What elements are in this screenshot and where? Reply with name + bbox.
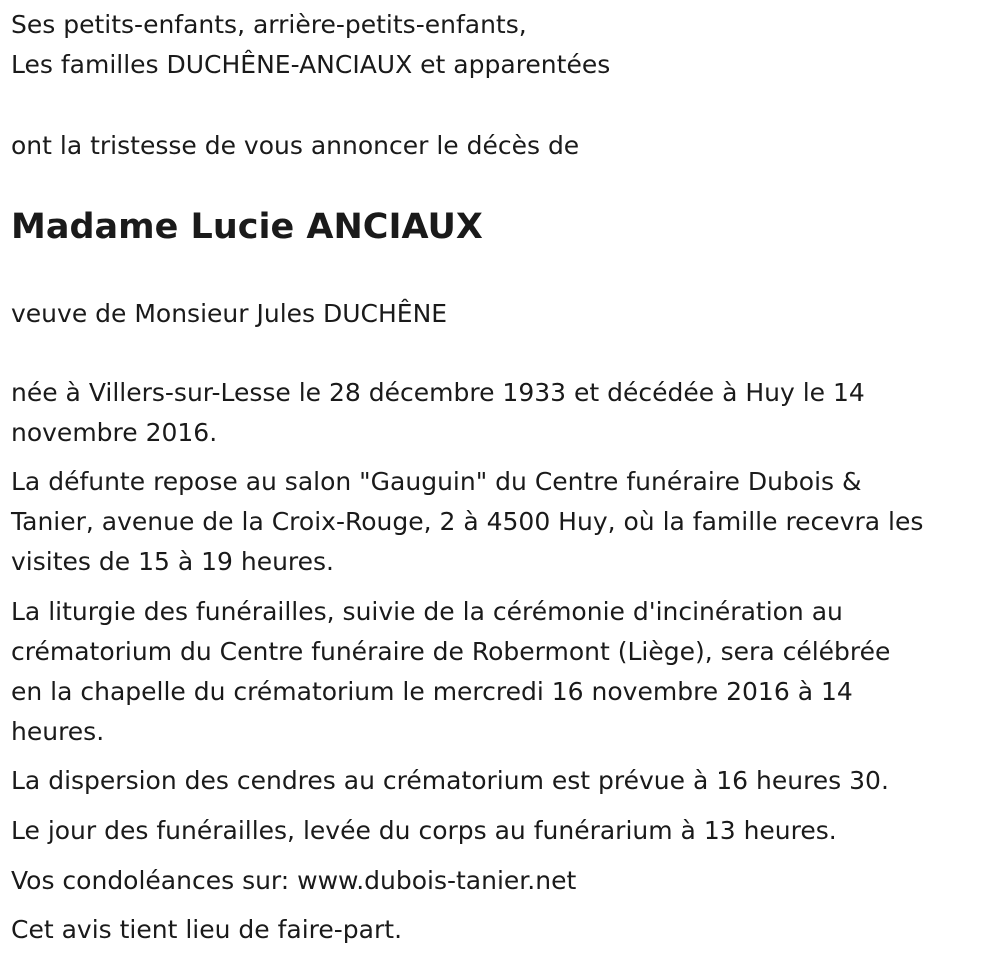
notice-text: Cet avis tient lieu de faire-part.	[11, 915, 403, 944]
liturgy-line-4: heures.	[11, 717, 105, 746]
family-line-1: Ses petits-enfants, arrière-petits-enfants,	[11, 10, 527, 39]
announcement-text: ont la tristesse de vous annoncer le décès de	[11, 131, 580, 160]
deceased-name: Madame Lucie ANCIAUX	[11, 207, 483, 247]
family-line-2: Les familles DUCHÊNE-ANCIAUX et apparentées	[11, 50, 611, 79]
birth-death-line-2: novembre 2016.	[11, 418, 218, 447]
condolences-text: Vos condoléances sur: www.dubois-tanier.net	[11, 866, 577, 895]
liturgy-paragraph	[11, 592, 890, 752]
repose-line-3: visites de 15 à 19 heures.	[11, 547, 334, 576]
family-block	[11, 5, 610, 85]
birth-death-paragraph	[11, 373, 865, 453]
liturgy-line-1: La liturgie des funérailles, suivie de la cérémonie d'incinération au	[11, 597, 843, 626]
liturgy-line-3: en la chapelle du crématorium le mercredi 16 novembre 2016 à 14	[11, 677, 853, 706]
birth-death-line-1: née à Villers-sur-Lesse le 28 décembre 1933 et décédée à Huy le 14	[11, 378, 865, 407]
repose-line-2: Tanier, avenue de la Croix-Rouge, 2 à 4500 Huy, où la famille recevra les	[11, 507, 924, 536]
liturgy-line-2: crématorium du Centre funéraire de Robermont (Liège), sera célébrée	[11, 637, 891, 666]
dispersion-text: La dispersion des cendres au crématorium est prévue à 16 heures 30.	[11, 766, 889, 795]
repose-line-1: La défunte repose au salon "Gauguin" du Centre funéraire Dubois &	[11, 467, 862, 496]
repose-paragraph	[11, 462, 923, 582]
widow-of-text: veuve de Monsieur Jules DUCHÊNE	[11, 299, 448, 328]
levee-text: Le jour des funérailles, levée du corps au funérarium à 13 heures.	[11, 816, 837, 845]
